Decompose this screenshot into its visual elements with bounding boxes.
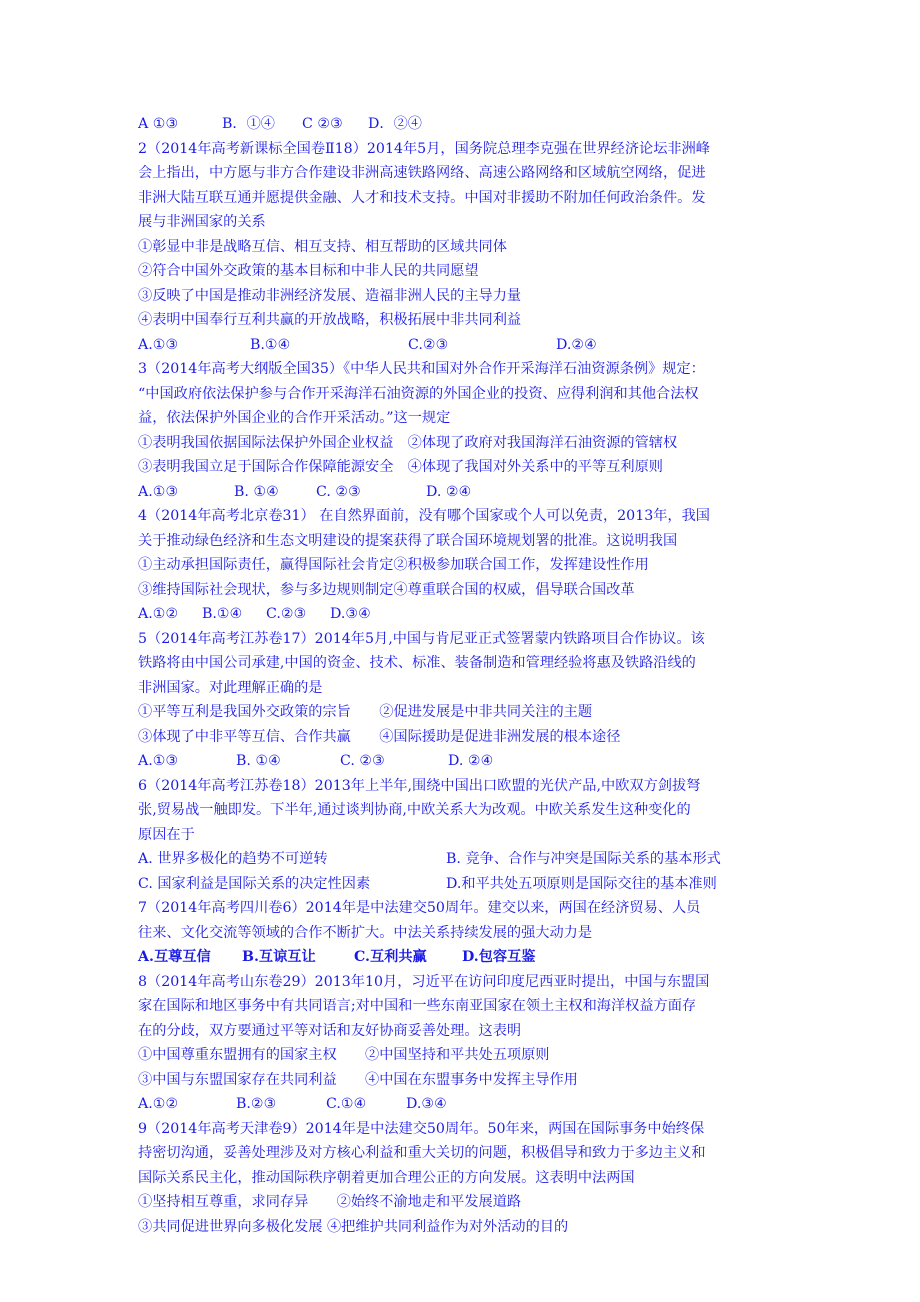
text-line: 9（2014年高考天津卷9）2014年是中法建交50周年。50年来，两国在国际事务中始终保 (138, 1120, 705, 1137)
text-line: ①彰显中非是战略互信、相互支持、相互帮助的区域共同体 (138, 238, 507, 255)
answer-options-two-col (138, 847, 788, 872)
text-line: 国际关系民主化，推动国际秩序朝着更加合理公正的方向发展。这表明中法两国 (138, 1169, 635, 1186)
text-line: ①中国尊重东盟拥有的国家主权 ②中国坚持和平共处五项原则 (138, 1047, 550, 1063)
answer-options (138, 749, 788, 774)
text-line: ③体现了中非平等互信、合作共赢 ④国际援助是促进非洲发展的根本途径 (138, 728, 621, 745)
text-line: ③维持国际社会现状，参与多边规则制定④尊重联合国的权威，倡导联合国改革 (138, 581, 635, 598)
text-line: 5（2014年高考江苏卷17）2014年5月,中国与肯尼亚正式签署蒙内铁路项目合作协议。该 (138, 630, 705, 647)
option-label: C.②③ (266, 606, 307, 622)
option-label: C.①④ (326, 1096, 367, 1112)
option-label: C. 国家利益是国际关系的决定性因素 (138, 875, 371, 892)
text-line: 4（2014年高考北京卷31） 在自然界面前，没有哪个国家或个人可以免责，2013年，我国 (138, 508, 710, 524)
text-line: 非洲国家。对此理解正确的是 (138, 679, 323, 696)
answer-options (138, 945, 788, 970)
option-label: A.①③ (138, 483, 179, 500)
text-line: ③中国与东盟国家存在共同利益 ④中国在东盟事务中发挥主导作用 (138, 1071, 578, 1088)
text-line: 展与非洲国家的关系 (138, 214, 266, 230)
option-label: B．①④ (222, 116, 275, 132)
option-label: B. 竞争、合作与冲突是国际关系的基本形式 (446, 851, 721, 867)
option-label: D. ②④ (426, 483, 472, 500)
option-label: D.③④ (330, 606, 371, 622)
option-label: B.互谅互让 (242, 949, 316, 965)
text-line: 益，依法保护外国企业的合作开采活动。”这一规定 (138, 410, 451, 426)
option-label: B.②③ (236, 1096, 277, 1112)
text-line: ②符合中国外交政策的基本目标和中非人民的共同愿望 (138, 263, 479, 279)
text-line: 张,贸易战一触即发。下半年,通过谈判协商,中欧关系大为改观。中欧关系发生这种变化的 (138, 802, 691, 818)
option-label: D.③④ (406, 1096, 447, 1112)
option-label: B.①④ (202, 606, 243, 622)
option-label: B. ①④ (236, 753, 281, 769)
option-label: B. ①④ (234, 483, 279, 500)
text-line: ③表明我国立足于国际合作保障能源安全 ④体现了我国对外关系中的平等互利原则 (138, 459, 663, 475)
option-label: A. 世界多极化的趋势不可逆转 (138, 851, 328, 867)
text-line: ①平等互利是我国外交政策的宗旨 ②促进发展是中非共同关注的主题 (138, 704, 593, 720)
option-label: A.①③ (138, 336, 179, 353)
text-line: ③共同促进世界向多极化发展 ④把维护共同利益作为对外活动的目的 (138, 1218, 569, 1235)
text-line: 在的分歧，双方要通过平等对话和友好协商妥善处理。这表明 (138, 1022, 522, 1039)
answer-options (138, 112, 788, 137)
text-line: “中国政府依法保护参与合作开采海洋石油资源的外国企业的投资、应得利润和其他合法权 (138, 385, 699, 402)
text-line: 家在国际和地区事务中有共同语言;对中国和一些东南亚国家在领土主权和海洋权益方面存 (138, 998, 697, 1014)
option-label: C. ②③ (316, 483, 361, 500)
option-label: C.互利共赢 (354, 949, 427, 965)
option-label: B.①④ (250, 336, 291, 353)
text-line: 6（2014年高考江苏卷18）2013年上半年,围绕中国出口欧盟的光伏产品,中欧双方剑拔弩 (138, 777, 701, 794)
option-label: A.互尊互信 (138, 949, 211, 965)
option-label: A.①② (138, 606, 179, 622)
text-line: ①坚持相互尊重，求同存异 ②始终不渝地走和平发展道路 (138, 1194, 522, 1210)
option-label: D. ②④ (448, 753, 494, 769)
option-label: D．②④ (368, 116, 422, 132)
option-label: D.和平共处五项原则是国际交往的基本准则 (446, 875, 717, 892)
option-label: D.包容互鉴 (462, 949, 536, 965)
text-line: 7（2014年高考四川卷6）2014年是中法建交50周年。建交以来，两国在经济贸易、人员 (138, 900, 701, 916)
answer-options-two-col (138, 872, 788, 897)
text-line: 8（2014年高考山东卷29）2013年10月，习近平在访问印度尼西亚时提出，中国与东盟国 (138, 973, 710, 990)
option-label: C. ②③ (340, 753, 385, 769)
option-label: C ②③ (302, 116, 343, 132)
text-line: 3（2014年高考大纲版全国35）《中华人民共和国对外合作开采海洋石油资源条例》规定： (138, 361, 705, 377)
text-line: 往来、文化交流等领域的合作不断扩大。中法关系持续发展的强大动力是 (138, 924, 593, 941)
text-line: 非洲大陆互联互通并愿提供金融、人才和技术支持。中国对非援助不附加任何政治条件。发 (138, 189, 706, 206)
option-label: A.①③ (138, 753, 179, 769)
text-line: 铁路将由中国公司承建,中国的资金、技术、标准、装备制造和管理经验将惠及铁路沿线的 (138, 655, 696, 671)
text-line: 关于推动绿色经济和生态文明建设的提案获得了联合国环境规划署的批准。这说明我国 (138, 532, 678, 549)
option-label: A.①② (138, 1096, 179, 1112)
option-label: C.②③ (408, 336, 449, 353)
text-line: ④表明中国奉行互利共赢的开放战略，积极拓展中非共同利益 (138, 312, 522, 328)
text-line: 会上指出，中方愿与非方合作建设非洲高速铁路网络、高速公路网络和区域航空网络，促进 (138, 165, 706, 181)
text-line: ①表明我国依据国际法保护外国企业权益 ②体现了政府对我国海洋石油资源的管辖权 (138, 434, 678, 451)
answer-options (138, 333, 788, 358)
answer-options (138, 602, 788, 627)
answer-options (138, 480, 788, 505)
answer-options (138, 1092, 788, 1117)
text-line: ③反映了中国是推动非洲经济发展、造福非洲人民的主导力量 (138, 287, 522, 304)
text-line: 2（2014年高考新课标全国卷Ⅱ18）2014年5月，国务院总理李克强在世界经济论坛非洲峰 (138, 140, 710, 157)
text-line: 原因在于 (138, 826, 195, 843)
option-label: D.②④ (556, 336, 597, 353)
text-line: ①主动承担国际责任，赢得国际社会肯定②积极参加联合国工作，发挥建设性作用 (138, 557, 649, 573)
text-line: 持密切沟通，妥善处理涉及对方核心利益和重大关切的问题，积极倡导和致力于多边主义和 (138, 1145, 706, 1161)
document-body (138, 112, 788, 1239)
option-label: A ①③ (138, 116, 179, 132)
